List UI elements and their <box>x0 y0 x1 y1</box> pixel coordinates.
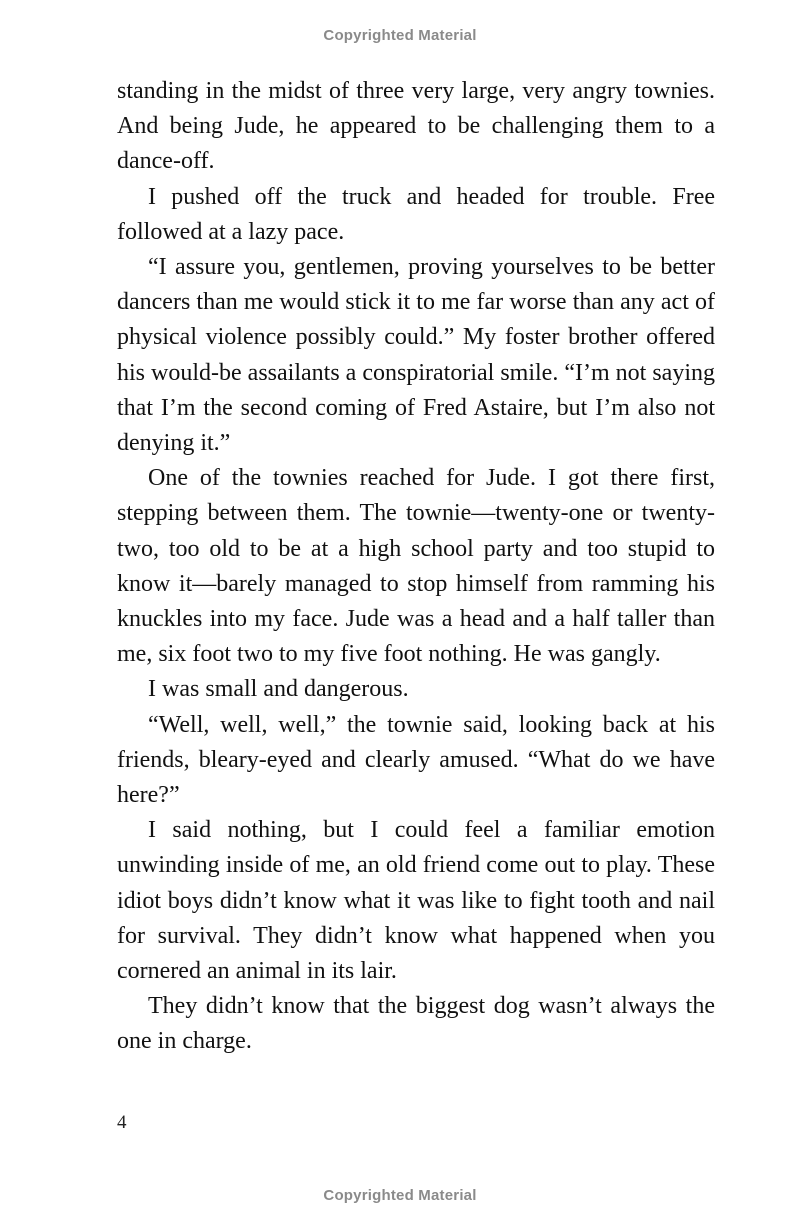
page-number: 4 <box>117 1112 127 1133</box>
paragraph-5: I was small and dangerous. <box>148 676 409 703</box>
paragraph-6: “Well, well, well,” the townie said, looking back at his friends, bleary-eyed and clearly amused. “What do we have here?” <box>117 711 715 809</box>
paragraph-4: One of the townies reached for Jude. I got there first, stepping between them. The townie—twenty-one or twenty-two, too old to be at a high school party and too stupid to know it—barely managed to stop himself from ramming his knuckles into my face. Jude was a head and a half taller than me, six foot two to my five foot nothing. He was gangly. <box>117 465 715 668</box>
paragraph-3: “I assure you, gentlemen, proving yourselves to be better dancers than me would stick it to me far worse than any act of physical violence possibly could.” My foster brother offered his would-be assailants a conspiratorial smile. “I’m not saying that I’m the second coming of Fred Astaire, but I’m also not denying it.” <box>117 254 715 457</box>
paragraph-1: standing in the midst of three very large, very angry townies. And being Jude, he appeared to be challenging them to a dance-off. <box>117 78 715 175</box>
copyright-watermark-bottom: Copyrighted Material <box>323 1187 477 1204</box>
paragraph-7: I said nothing, but I could feel a familiar emotion unwinding inside of me, an old friend come out to play. These idiot boys didn’t know what it was like to fight tooth and nail for survival. They didn’t know what happened when you cornered an animal in its lair. <box>117 817 715 985</box>
paragraph-8: They didn’t know that the biggest dog wasn’t always the one in charge. <box>117 993 715 1055</box>
paragraph-2: I pushed off the truck and headed for trouble. Free followed at a lazy pace. <box>117 183 715 245</box>
copyright-watermark-top: Copyrighted Material <box>323 27 477 44</box>
page-body-text <box>117 74 715 1060</box>
